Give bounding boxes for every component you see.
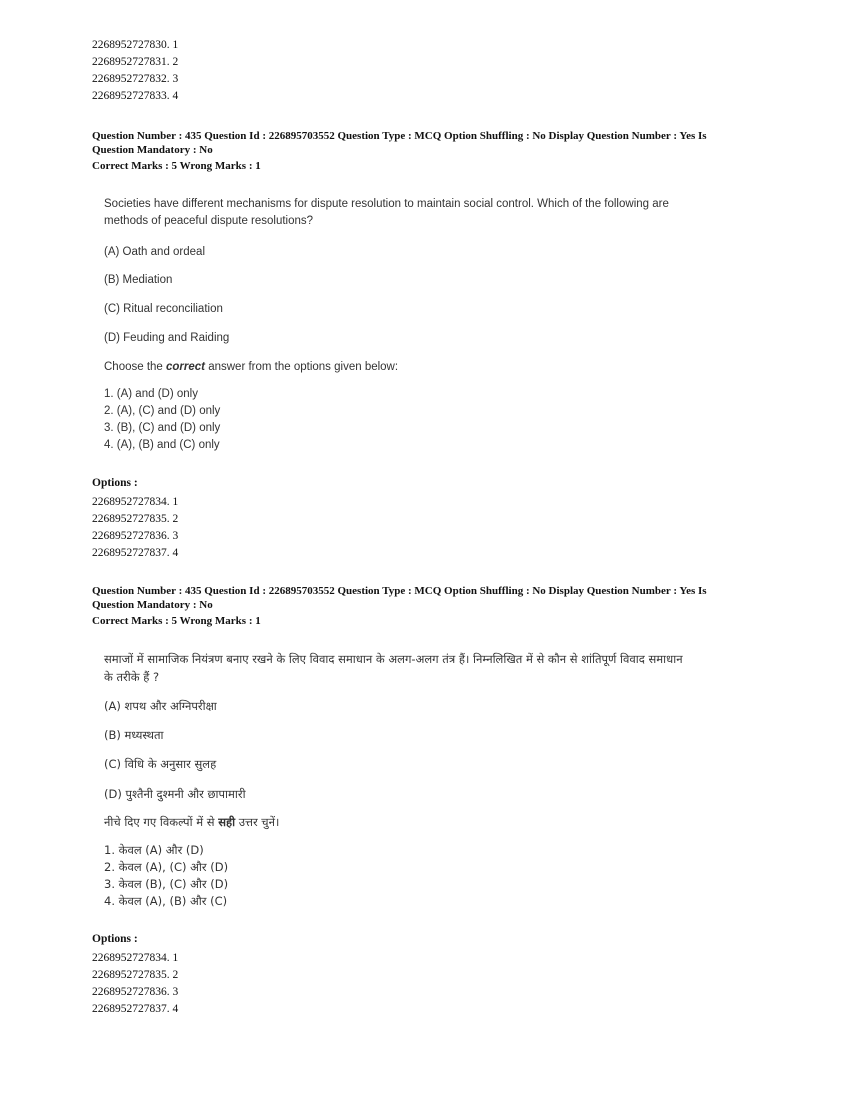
answer-choice: 3. केवल (B), (C) और (D)	[104, 877, 229, 891]
option-line: 2268952727830. 1	[92, 39, 179, 51]
question-text	[104, 196, 724, 230]
statement-b: (B) Mediation	[104, 274, 173, 286]
question-text-line: के तरीके हैं ?	[104, 670, 160, 684]
marks-line: Correct Marks : 5 Wrong Marks : 1	[92, 615, 261, 627]
question-text-line: methods of peaceful dispute resolutions?	[104, 215, 314, 227]
question-header-en	[92, 129, 792, 173]
instruction: Choose the correct answer from the options given below:	[104, 361, 399, 373]
statement-b: (B) मध्यस्थता	[104, 728, 164, 742]
question-header-hi	[92, 584, 792, 628]
options-label: Options :	[92, 933, 138, 945]
options-list-en	[92, 494, 178, 562]
answer-choice: 2. केवल (A), (C) और (D)	[104, 860, 229, 874]
marks-line: Correct Marks : 5 Wrong Marks : 1	[92, 160, 261, 172]
answer-choices	[104, 386, 220, 454]
question-text-line: Societies have different mechanisms for dispute resolution to maintain social control. Which of the following are	[104, 198, 669, 210]
question-text-line: समाजों में सामाजिक नियंत्रण बनाए रखने के लिए विवाद समाधान के अलग-अलग तंत्र हैं। निम्नलिखित में से कौन से शांतिपूर्ण विवाद समाधान	[104, 652, 683, 666]
option-line: 2268952727831. 2	[92, 56, 179, 68]
statement-d: (D) Feuding and Raiding	[104, 332, 230, 344]
option-line: 2268952727837. 4	[92, 547, 179, 559]
instruction-emphasis: सही	[218, 815, 236, 829]
question-mandatory-line: Question Mandatory : No	[92, 599, 213, 611]
option-line: 2268952727836. 3	[92, 986, 179, 998]
question-mandatory-line: Question Mandatory : No	[92, 144, 213, 156]
instruction: नीचे दिए गए विकल्पों में से सही उत्तर चुनें।	[104, 815, 280, 829]
top-options-list	[92, 37, 178, 105]
answer-choice: 3. (B), (C) and (D) only	[104, 422, 221, 434]
statement-a: (A) शपथ और अग्निपरीक्षा	[104, 699, 217, 713]
statement-a: (A) Oath and ordeal	[104, 246, 206, 258]
answer-choice: 4. (A), (B) and (C) only	[104, 439, 220, 451]
option-line: 2268952727834. 1	[92, 952, 179, 964]
option-line: 2268952727835. 2	[92, 969, 179, 981]
question-body-en	[104, 196, 724, 451]
instruction-emphasis: correct	[166, 361, 206, 373]
statement-c: (C) Ritual reconciliation	[104, 303, 223, 315]
answer-choice: 1. (A) and (D) only	[104, 388, 198, 400]
option-line: 2268952727837. 4	[92, 1003, 179, 1015]
question-meta-line: Question Number : 435 Question Id : 226895703552 Question Type : MCQ Option Shuffling : No Display Question Number : Yes Is	[92, 585, 707, 597]
options-label: Options :	[92, 477, 138, 489]
option-line: 2268952727836. 3	[92, 530, 179, 542]
answer-choices	[104, 842, 228, 910]
option-line: 2268952727835. 2	[92, 513, 179, 525]
answer-choice: 2. (A), (C) and (D) only	[104, 405, 221, 417]
statement-c: (C) विधि के अनुसार सुलह	[104, 757, 217, 771]
options-list-hi	[92, 950, 178, 1018]
answer-choice: 4. केवल (A), (B) और (C)	[104, 894, 228, 908]
option-line: 2268952727833. 4	[92, 90, 179, 102]
question-meta-line: Question Number : 435 Question Id : 226895703552 Question Type : MCQ Option Shuffling : No Display Question Number : Yes Is	[92, 130, 707, 142]
question-body-hi	[104, 650, 744, 908]
option-line: 2268952727832. 3	[92, 73, 179, 85]
statement-d: (D) पुश्तैनी दुश्मनी और छापामारी	[104, 787, 246, 801]
answer-choice: 1. केवल (A) और (D)	[104, 843, 204, 857]
option-line: 2268952727834. 1	[92, 496, 179, 508]
question-text	[104, 650, 744, 686]
